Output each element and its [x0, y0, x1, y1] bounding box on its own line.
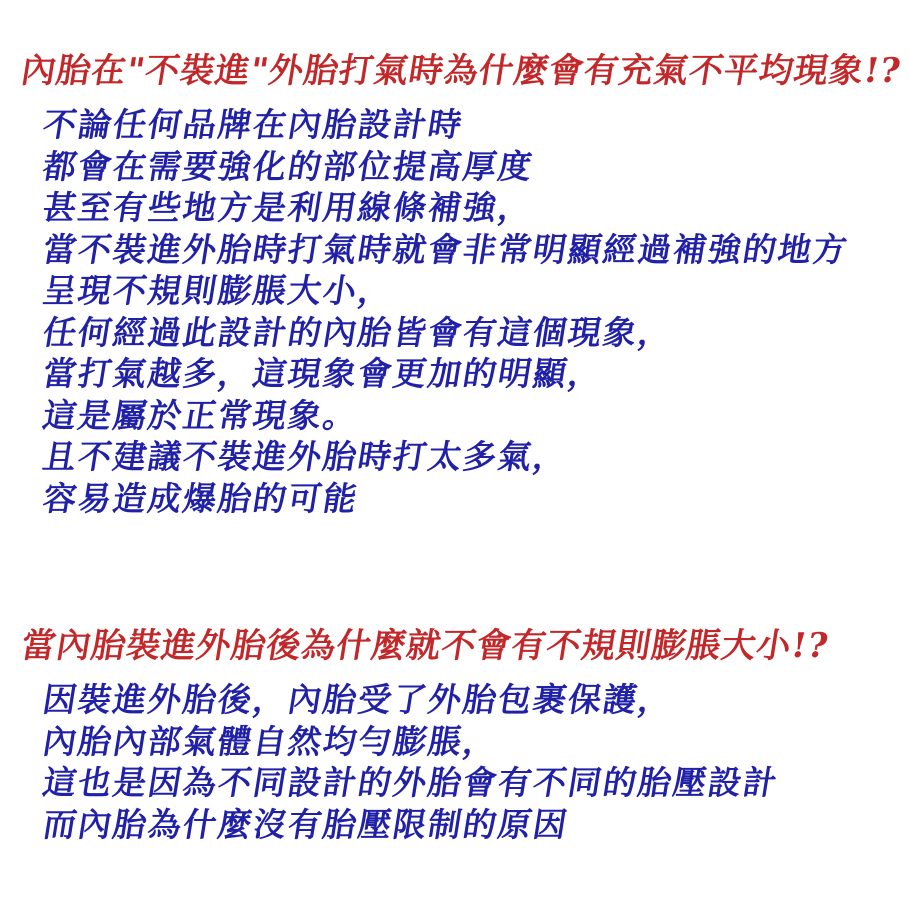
section-body: [40, 679, 910, 845]
body-line-text: 當打氣越多，這現象會更加的明顯，: [40, 354, 607, 393]
body-line-text: 這也是因為不同設計的外胎會有不同的胎壓設計: [40, 763, 782, 802]
body-line: [40, 312, 910, 354]
body-line-text: 當不裝進外胎時打氣時就會非常明顯經過補強的地方: [40, 229, 852, 269]
body-line-text: 甚至有些地方是利用線條補強，: [40, 188, 537, 227]
body-line-text: 呈現不規則膨脹大小，: [40, 271, 397, 310]
body-line-text: 不論任何品牌在內胎設計時: [40, 105, 467, 144]
body-line-text: 且不建議不裝進外胎時打太多氣，: [40, 437, 572, 476]
body-line: [40, 436, 910, 478]
body-line: [40, 395, 910, 437]
body-line-text: 都會在需要強化的部位提高厚度: [40, 146, 537, 186]
section-inflation-uneven: [0, 48, 910, 519]
body-line-text: 任何經過此設計的內胎皆會有這個現象，: [40, 312, 677, 352]
body-line-text: 因裝進外胎後，內胎受了外胎包裹保護，: [40, 680, 677, 719]
body-line-text: 而內胎為什麼沒有胎壓限制的原因: [40, 804, 572, 844]
body-line: [40, 146, 910, 188]
body-line: [40, 104, 910, 146]
body-line: [40, 721, 910, 763]
body-line-text: 容易造成爆胎的可能: [40, 478, 362, 518]
body-line-text: 這是屬於正常現象。: [40, 395, 362, 435]
body-line: [40, 353, 910, 395]
body-line: [40, 679, 910, 721]
body-line: [40, 762, 910, 804]
body-line-text: 內胎內部氣體自然均勻膨脹，: [40, 721, 502, 761]
body-line: [40, 270, 910, 312]
section-heading: [18, 623, 910, 669]
section-heading-text: 當內胎裝進外胎後為什麼就不會有不規則膨脹大小!?: [18, 626, 832, 666]
section-heading: [18, 48, 910, 94]
section-installed-uniform: [0, 623, 910, 845]
body-line: [40, 478, 910, 520]
body-line: [40, 229, 910, 271]
section-body: [40, 104, 910, 519]
body-line: [40, 804, 910, 846]
body-line: [40, 187, 910, 229]
section-heading-text: 內胎在"不裝進"外胎打氣時為什麼會有充氣不平均現象!?: [18, 51, 905, 91]
